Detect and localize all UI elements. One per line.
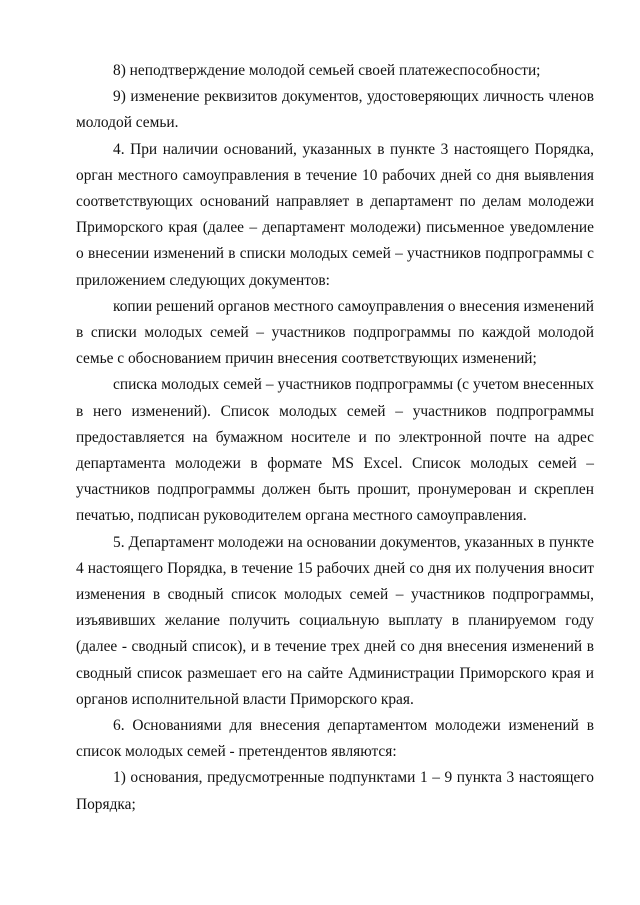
document-body [76,58,594,818]
paragraph-clause-6-item-1: 1) основания, предусмотренные подпунктами 1 – 9 пункта 3 настоящего Порядка; [76,769,594,813]
paragraph-clause-5: 5. Департамент молодежи на основании документов, указанных в пункте 4 настоящего Порядка, в течение 15 рабочих дней со дня их получения вносит изменения в сводный список молодых семей – участников подпрограммы, изъявивших желание получить социальную выплату в планируемом году (далее - сводный список), и в течение трех дней со дня внесения изменений в сводный список размешает его на сайте Администрации Приморского края и органов исполнительной власти Приморского края. [76,533,594,708]
paragraph-item-8: 8) неподтверждение молодой семьей своей платежеспособности; [113,62,541,79]
paragraph-clause-4: 4. При наличии оснований, указанных в пункте 3 настоящего Порядка, орган местного самоуправления в течение 10 рабочих дней со дня выявления соответствующих оснований направляет в департамент по делам молодежи Приморского края (далее – департамент молодежи) письменное уведомление о внесении изменений в списки молодых семей – участников подпрограммы с приложением следующих документов: [76,140,594,289]
paragraph-clause-6: 6. Основаниями для внесения департаментом молодежи изменений в список молодых семей - претендентов являются: [76,717,594,761]
paragraph-decision-copies: копии решений органов местного самоуправления о внесения изменений в списки молодых семей – участников подпрограммы по каждой молодой семье с обоснованием причин внесения соответствующих изменений; [76,297,594,368]
paragraph-family-list: списка молодых семей – участников подпрограммы (с учетом внесенных в него изменений). Список молодых семей – участников подпрограммы предоставляется на бумажном носителе и по электронной почте на адрес департамента молодежи в формате MS Excel. Список молодых семей – участников подпрограммы должен быть прошит, пронумерован и скреплен печатью, подписан руководителем органа местного самоуправления. [76,376,594,525]
paragraph-item-9: 9) изменение реквизитов документов, удостоверяющих личность членов молодой семьи. [76,88,594,132]
